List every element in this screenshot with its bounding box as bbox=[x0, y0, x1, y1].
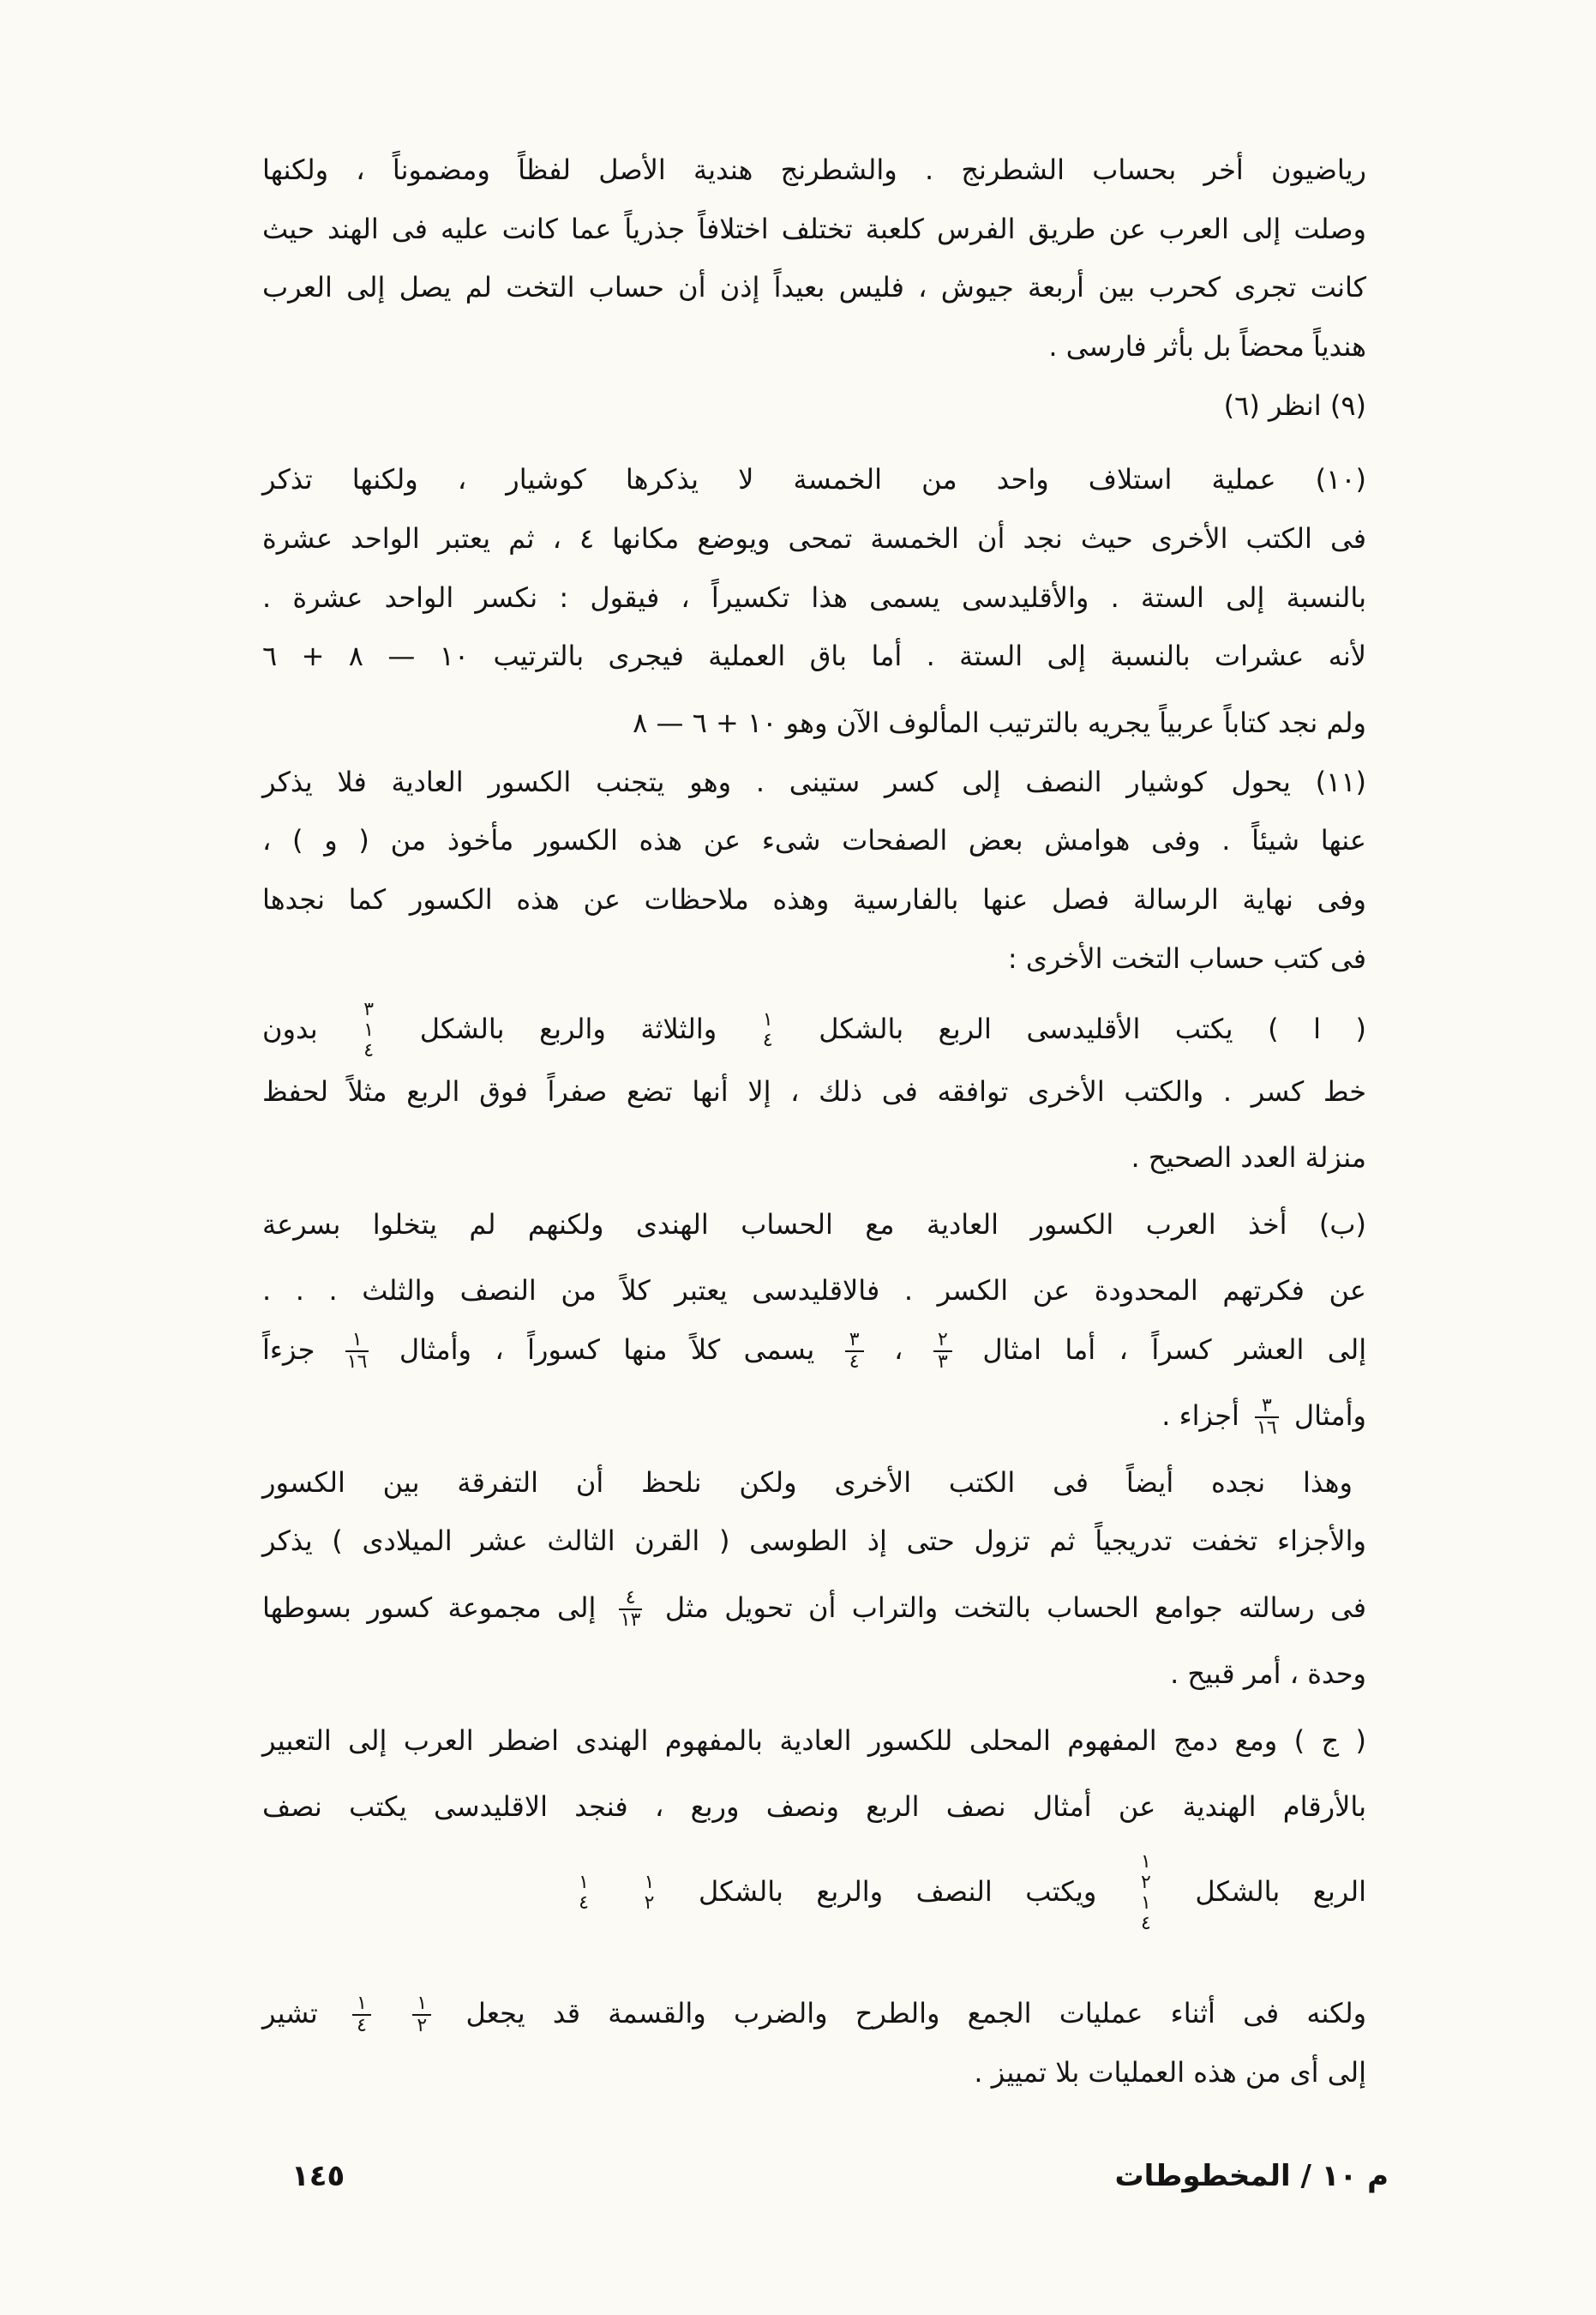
text-line bbox=[262, 1066, 1366, 1117]
line-text: وحدة ، أمر قبيح . bbox=[1170, 1657, 1366, 1690]
fraction: $\frac{١}{٢}$ bbox=[412, 1993, 431, 2036]
fraction: $\frac{٤}{١٣}$ bbox=[620, 1587, 641, 1631]
line-text: والأجزاء تخفت تدريجياً ثم تزول حتى إذ الطوسى ( القرن الثالث عشر الميلادى ) يذكر bbox=[262, 1524, 1366, 1557]
line-text: فى رسالته جوامع الحساب بالتخت والتراب أن تحويل مثل bbox=[664, 1591, 1367, 1624]
line-text: هندياً محضاً بل بأثر فارسى . bbox=[1048, 330, 1366, 363]
text-line bbox=[262, 874, 1366, 925]
fraction: $\frac{٢}{٣}$ bbox=[933, 1330, 952, 1373]
fraction: $\frac{٣}{١٦}$ bbox=[1257, 1395, 1277, 1439]
text-line bbox=[262, 203, 1366, 255]
stacked-fraction: ١ ٤ bbox=[762, 1009, 773, 1051]
text-line bbox=[262, 630, 1366, 682]
line-text: تشير bbox=[262, 1997, 318, 2029]
stacked-fraction: ١ ٢ ١ ٤ bbox=[1140, 1851, 1151, 1934]
line-text: كانت تجرى كحرب بين أربعة جيوش ، فليس بعيداً إذن أن حساب التخت لم يصل إلى العرب bbox=[262, 271, 1366, 304]
stacked-mixed-number: ٣ ١ ٤ bbox=[363, 999, 375, 1061]
text-line bbox=[262, 1987, 1366, 2039]
line-text: إلى العشر كسراً ، أما امثال bbox=[982, 1333, 1367, 1366]
line-text: خط كسر . والكتب الأخرى توافقه فى ذلك ، إلا أنها تضع صفراً فوق الربع مثلاً لحفظ bbox=[262, 1075, 1366, 1108]
line-text: منزلة العدد الصحيح . bbox=[1131, 1141, 1366, 1174]
text-line bbox=[262, 144, 1366, 195]
line-text: بدون bbox=[262, 1013, 318, 1045]
text-line bbox=[262, 262, 1366, 313]
line-text: ولم نجد كتاباً عربياً يجريه بالترتيب المألوف الآن وهو ١٠ + ٦ — ٨ bbox=[633, 707, 1366, 739]
text-line bbox=[262, 454, 1366, 505]
line-text: بالنسبة إلى الستة . والأقليدسى يسمى هذا تكسيراً ، فيقول : نكسر الواحد عشرة . bbox=[262, 581, 1366, 614]
line-text: لأنه عشرات بالنسبة إلى الستة . أما باق العملية فيجرى بالترتيب ١٠ — ٨ + ٦ bbox=[262, 640, 1367, 672]
text-line bbox=[262, 1265, 1366, 1316]
line-text: (١١) يحول كوشيار النصف إلى كسر ستينى . وهو يتجنب الكسور العادية فلا يذكر bbox=[262, 766, 1366, 798]
fraction: $\frac{١}{١٦}$ bbox=[346, 1329, 368, 1373]
text-line bbox=[262, 1457, 1366, 1508]
stacked-fraction: ١ ٢ bbox=[644, 1872, 655, 1914]
line-text: إلى مجموعة كسور بسوطها bbox=[262, 1591, 597, 1624]
line-text: بالأرقام الهندية عن أمثال نصف الربع ونصف وربع ، فنجد الاقليدسى يكتب نصف bbox=[262, 1790, 1366, 1823]
line-text: وأمثال bbox=[1293, 1399, 1366, 1432]
text-line bbox=[262, 1648, 1366, 1699]
text-line bbox=[262, 321, 1366, 372]
line-text: عن فكرتهم المحدودة عن الكسر . فالاقليدسى يعتبر كلاً من النصف والثلث . . . bbox=[262, 1274, 1366, 1307]
line-text: ( ا ) يكتب الأقليدسى الربع بالشكل bbox=[819, 1013, 1367, 1045]
text-line bbox=[262, 1324, 1366, 1375]
line-text: (ب) أخذ العرب الكسور العادية مع الحساب الهندى ولكنهم لم يتخلوا بسرعة bbox=[262, 1208, 1366, 1241]
line-text: يسمى كلاً منها كسوراً ، وأمثال bbox=[399, 1333, 815, 1366]
line-text: (١٠) عملية استلاف واحد من الخمسة لا يذكرها كوشيار ، ولكنها تذكر bbox=[262, 463, 1366, 496]
text-line bbox=[262, 1390, 1366, 1441]
line-text: الربع بالشكل bbox=[1195, 1875, 1367, 1908]
line-text: والثلاثة والربع بالشكل bbox=[419, 1013, 717, 1045]
fraction: $\frac{٣}{٤}$ bbox=[845, 1330, 864, 1373]
text-line bbox=[262, 1199, 1366, 1250]
fraction: $\frac{١}{٤}$ bbox=[352, 1993, 371, 2036]
note-heading bbox=[262, 380, 1366, 431]
line-text: فى الكتب الأخرى حيث نجد أن الخمسة تمحى ويوضع مكانها ٤ ، ثم يعتبر الواحد عشرة bbox=[262, 522, 1367, 555]
text-line bbox=[262, 1000, 1366, 1061]
text-line bbox=[262, 1132, 1366, 1183]
line-text: فى كتب حساب التخت الأخرى : bbox=[1007, 942, 1366, 975]
text-line bbox=[262, 815, 1366, 866]
text-line bbox=[262, 1715, 1366, 1766]
line-text: جزءاً bbox=[262, 1333, 315, 1366]
text-line bbox=[262, 1582, 1366, 1633]
line-text: رياضيون أخر بحساب الشطرنج . والشطرنج هندية الأصل لفظاً ومضموناً ، ولكنها bbox=[262, 153, 1366, 186]
text-line bbox=[262, 1515, 1366, 1566]
text-line bbox=[567, 1852, 1366, 1934]
line-text: عنها شيئاً . وفى هوامش بعض الصفحات شىء عن هذه الكسور مأخوذ من ( و ) ، bbox=[262, 824, 1366, 857]
line-text: أجزاء . bbox=[1161, 1399, 1239, 1432]
line-text: إلى أى من هذه العمليات بلا تمييز . bbox=[974, 2056, 1366, 2089]
stacked-fraction: ١ ٤ bbox=[579, 1872, 589, 1914]
text-line bbox=[262, 697, 1366, 749]
line-text: ( ج ) ومع دمج المفهوم المحلى للكسور العادية بالمفهوم الهندى اضطر العرب إلى التعبير bbox=[262, 1724, 1366, 1757]
line-text: وهذا نجده أيضاً فى الكتب الأخرى ولكن نلحظ أن التفرقة بين الكسور bbox=[262, 1466, 1353, 1499]
line-text: ويكتب النصف والربع بالشكل bbox=[699, 1875, 1097, 1908]
page-number: ١٤٥ bbox=[291, 2159, 345, 2193]
text-line bbox=[262, 2047, 1366, 2098]
line-text: وفى نهاية الرسالة فصل عنها بالفارسية وهذه ملاحظات عن هذه الكسور كما نجدها bbox=[262, 883, 1366, 916]
text-line bbox=[262, 1781, 1366, 1832]
page-footer bbox=[291, 2150, 1389, 2202]
line-text: ولكنه فى أثناء عمليات الجمع والطرح والضرب والقسمة قد يجعل bbox=[465, 1997, 1367, 2029]
line-text: (٩) انظر (٦) bbox=[1223, 389, 1366, 422]
running-head: م ١٠ / المخطوطات bbox=[1114, 2159, 1389, 2193]
text-line bbox=[262, 756, 1366, 808]
text-line bbox=[262, 572, 1366, 623]
line-text: ، bbox=[894, 1333, 903, 1366]
text-line bbox=[262, 933, 1366, 984]
text-line bbox=[262, 513, 1366, 564]
line-text: وصلت إلى العرب عن طريق الفرس كلعبة تختلف اختلافاً جذرياً عما كانت عليه فى الهند حيث bbox=[262, 213, 1366, 245]
